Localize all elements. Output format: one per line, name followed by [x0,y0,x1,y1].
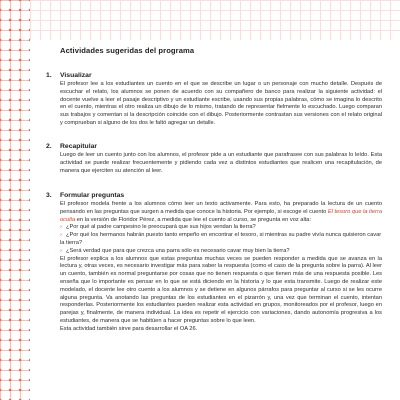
list-item [60,248,382,256]
section-heading [46,72,382,80]
bullet-icon: › [60,232,62,239]
list-item [60,232,382,248]
section-heading [46,143,382,151]
section-title: Formular preguntas [60,192,125,199]
bullet-icon: › [60,224,62,231]
section-title: Visualizar [60,72,92,79]
section-closing: El profesor explica a los alumnos que estas preguntas muchas veces se pueden responder a medida que se avanza en la lectura y, otras veces, es necesario investigar más para saber la respuesta (como el caso de la pregunta sobre la parra). Al leer un cuento, también es normal preguntarse por cosas que no tienen respuesta o que tienen más de una respuesta posible. Les enseña que lo importante es pensar en lo que se está diciendo en la historia y lo que esta transmite. Luego de realizar este modelado, el docente lee otro cuento a los alumnos y se detiene en algunos párrafos para preguntar al curso si se les ocurre alguna pregunta. Va anotando las preguntas de los estudiantes en el pizarrón y, una vez que terminan el cuento, intentan responderlas. Posteriormente los estudiantes pueden realizar esta actividad en grupos, monitoreados por el profesor, luego en parejas y, finalmente, de manera individual. La idea es repetir el ejercicio con variaciones, dando autonomía progresiva a los estudiantes, de manera que se habitúen a hacer preguntas sobre lo que leen. [60,255,382,324]
section-number: 3. [46,192,52,199]
question-text: ¿Será verdad que para que crezca una parra sólo es necesario cavar muy bien la tierra? [66,247,290,254]
section-text: Luego de leer un cuento junto con los alumnos, el profesor pide a un estudiante que parafrasee con sus palabras lo leído. Esta actividad se puede realizar frecuentemente y pidiendo cada vez a distintos estudiantes que realicen una recapitulación, de manera que ejerciten su atención al leer. [60,152,382,174]
story-title: El tesoro que la tierra oculta [60,208,382,223]
question-text: ¿Por qué al padre campesino le preocupará que sus hijos vendan la tierra? [66,224,256,231]
list-item [60,224,382,232]
section-title: Recapitular [60,143,98,150]
section-formular-preguntas [46,192,382,334]
left-dot-decoration [0,0,30,400]
top-grid-decoration [30,0,400,40]
section-text: El profesor lee a los estudiantes un cuento en el que se describe un lugar o un personaje con mucho detalle. Después de escuchar el relato, los alumnos se ponen de acuerdo con su compañero de banco para realizar la siguiente actividad: el docente vuelve a leer el pasaje descriptivo y un estudiante escribe, usando sus propias palabras, cómo se imagina lo descrito en el cuento, mientras el otro realiza un dibujo de lo mismo, tratando de representar fielmente lo escuchado. Luego comparan sus trabajos y comentan si la descripción coincide con el dibujo. Posteriormente contrastan sus versiones con el relato original y comprueban si alguno de los dos le faltó agregar un detalle. [60,81,382,126]
page-title: Actividades sugeridas del programa [60,46,195,55]
intro-text-b: en la versión de Floridor Pérez, a medida que lee el cuento al curso, se pregunta en voz alta: [75,216,312,223]
intro-text-a: El profesor modela frente a los alumnos cómo leer un texto activamente. Para esto, ha preparado la lectura de un cuento pensando en las preguntas que surgen a medida que conoce la historia. Por ejemplo, si escoge el cuento [60,201,382,215]
section-visualizar [46,72,382,128]
section-recapitular [46,143,382,175]
bullet-icon: › [60,247,62,254]
section-intro [60,201,382,224]
section-number: 1. [46,72,52,79]
document-sheet [36,40,392,396]
question-text: ¿Por qué los hermanos habrán puesto tanto empeño en encontrar el tesoro, si mientras su padre vivía nunca quisieron cavar la tierra? [60,232,382,246]
section-footnote: Esta actividad también sirve para desarrollar el OA 26. [60,325,198,332]
section-heading [46,192,382,200]
section-number: 2. [46,143,52,150]
